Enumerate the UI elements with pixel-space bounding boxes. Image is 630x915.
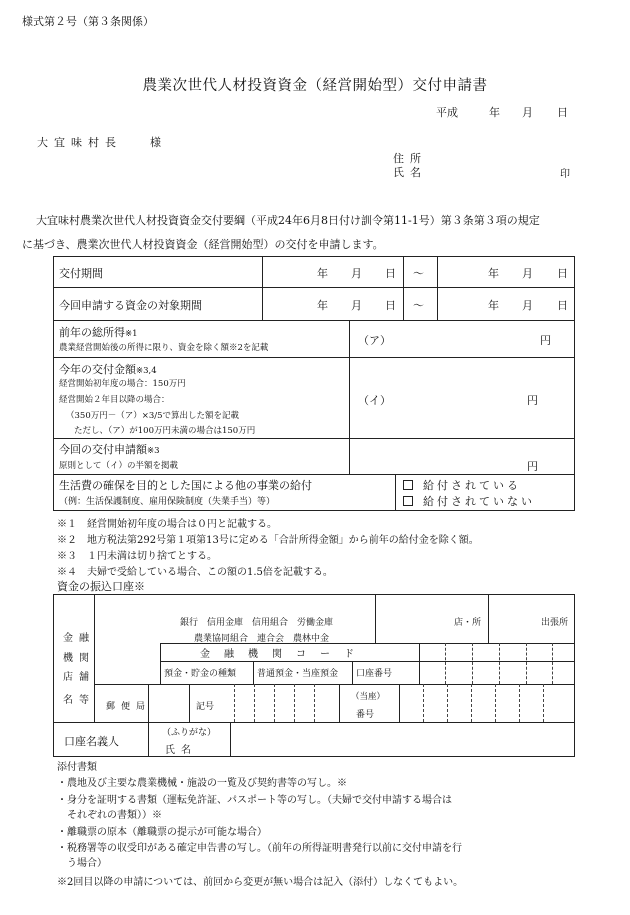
- name-label: 氏名: [393, 166, 427, 179]
- attachment-item-3: ・離職票の原本（離職票の提示が可能な場合）: [57, 827, 267, 838]
- form-number: 様式第２号（第３条関係）: [22, 15, 154, 28]
- prior-income-note: 農業経営開始後の所得に限り、資金を除く額※2を記載: [59, 343, 269, 353]
- branch-label: 店・所: [454, 618, 482, 628]
- bank-section-title: 資金の振込口座※: [57, 580, 145, 593]
- symbol-label: 記号: [196, 702, 215, 712]
- deposit-type-value[interactable]: 普通預金・当座預金: [257, 669, 339, 679]
- seal-mark: 印: [560, 169, 570, 180]
- annual-amount-line-3: （350万円－（ア）×3/5で算出した額を記載: [66, 411, 240, 421]
- sub-branch-label: 出張所: [541, 618, 569, 628]
- grant-period-start-month: 月: [351, 267, 362, 280]
- not-received-checkbox[interactable]: [403, 496, 413, 506]
- target-period-start-day: 日: [385, 299, 396, 312]
- grant-period-end-year: 年: [488, 267, 499, 280]
- grant-period-tilde: ～: [413, 267, 424, 280]
- annual-amount-yen: 円: [527, 394, 538, 407]
- attachment-item-4-cont: う場合）: [57, 858, 107, 869]
- annual-amount-line-1: 経営開始初年度の場合：150万円: [59, 379, 186, 389]
- number-label: 番号: [356, 710, 375, 720]
- bank-side-label-2: 機関: [63, 653, 95, 664]
- grant-period-end-day: 日: [557, 267, 568, 280]
- prior-income-yen: 円: [540, 334, 551, 347]
- grant-period-label: 交付期間: [59, 267, 103, 280]
- bank-side-label-3: 店舗: [63, 672, 95, 683]
- annual-amount-code: （イ）: [358, 394, 391, 407]
- account-holder-label: 口座名義人: [64, 735, 119, 748]
- attachments-footer: ※2回目以降の申請については、前回から変更が無い場合は記入（添付）しなくてもよい。: [57, 877, 464, 888]
- date-day: 日: [557, 106, 568, 119]
- target-period-end-day: 日: [557, 299, 568, 312]
- welfare-label: 生活費の確保を目的とした国による他の事業の給付: [59, 479, 312, 492]
- grant-period-start-day: 日: [385, 267, 396, 280]
- institution-types-2: 農業協同組合 連合会 農林中金: [194, 634, 330, 644]
- grant-period-start-year: 年: [317, 267, 328, 280]
- prior-income-label: 前年の総所得※1: [59, 326, 138, 339]
- annual-amount-line-2: 経営開始２年目以降の場合：: [59, 395, 170, 405]
- addressee: 大宜味村長: [37, 136, 122, 149]
- attachment-item-4: ・税務署等の収受印がある確定申告書の写し。（前年の所得証明書発行以前に交付申請を行: [57, 843, 462, 854]
- option-received[interactable]: 給付されている: [403, 477, 521, 493]
- apply-amount-label: 今回の交付申請額※3: [59, 443, 160, 456]
- intro-line-1: 大宜味村農業次世代人材投資資金交付要綱（平成24年6月8日付け訓令第11-1号）第３条第３項の規定: [36, 214, 540, 227]
- intro-line-2: に基づき、農業次世代人材投資資金（経営開始型）の交付を申請します。: [22, 238, 384, 251]
- attachment-item-2-cont: それぞれの書類））※: [57, 810, 162, 821]
- account-number-label: 口座番号: [356, 669, 393, 679]
- grant-period-end-month: 月: [522, 267, 533, 280]
- date-month: 月: [522, 106, 533, 119]
- note-3: ※３ １円未満は切り捨てとする。: [57, 551, 217, 562]
- note-4: ※４ 夫婦で受給している場合、この額の1.5倍を記載する。: [57, 567, 333, 578]
- option-not-received[interactable]: 給付されていない: [403, 493, 535, 509]
- page-title: 農業次世代人材投資資金（経営開始型）交付申請書: [142, 78, 488, 94]
- target-period-start-year: 年: [317, 299, 328, 312]
- target-period-end-year: 年: [488, 299, 499, 312]
- prior-income-code: （ア）: [358, 334, 391, 347]
- current-account-label: （当座）: [351, 692, 386, 702]
- attachment-item-1: ・農地及び主要な農業機械・施設の一覧及び契約書等の写し。※: [57, 778, 347, 789]
- date-year: 年: [489, 106, 500, 119]
- institution-types-1: 銀行 信用金庫 信用組合 労働金庫: [180, 618, 334, 628]
- apply-amount-yen: 円: [527, 460, 538, 473]
- attachment-item-2: ・身分を証明する書類（運転免許証、パスポート等の写し。（夫婦で交付申請する場合は: [57, 795, 452, 806]
- addressee-honorific: 様: [150, 136, 161, 149]
- target-period-end-month: 月: [522, 299, 533, 312]
- attachments-title: 添付書類: [57, 762, 97, 773]
- furigana-label: （ふりがな）: [162, 728, 217, 738]
- holder-name-label: 氏名: [165, 745, 197, 756]
- bank-side-label-1: 金融: [63, 633, 95, 644]
- target-period-start-month: 月: [351, 299, 362, 312]
- date-era: 平成: [436, 106, 458, 119]
- apply-amount-note: 原則として（イ）の半額を掲載: [59, 461, 179, 471]
- address-label: 住所: [393, 152, 427, 165]
- annual-amount-line-4: ただし、（ア）が100万円未満の場合は150万円: [74, 426, 256, 436]
- received-checkbox[interactable]: [403, 480, 413, 490]
- note-1: ※１ 経営開始初年度の場合は０円と記載する。: [57, 519, 277, 530]
- target-period-label: 今回申請する資金の対象期間: [59, 299, 202, 312]
- deposit-type-label: 預金・貯金の種類: [164, 669, 237, 679]
- bank-code-label: 金融機関コード: [200, 649, 368, 660]
- note-2: ※２ 地方税法第292号第１項第13号に定める「合計所得金額」から前年の給付金を除く額。: [57, 535, 479, 546]
- bank-side-label-4: 名等: [63, 695, 95, 706]
- post-office-label: 郵便局: [106, 702, 152, 712]
- target-period-tilde: ～: [413, 299, 424, 312]
- annual-amount-label: 今年の交付金額※3,4: [59, 363, 157, 376]
- welfare-note: （例：生活保護制度、雇用保険制度（失業手当）等）: [59, 497, 276, 507]
